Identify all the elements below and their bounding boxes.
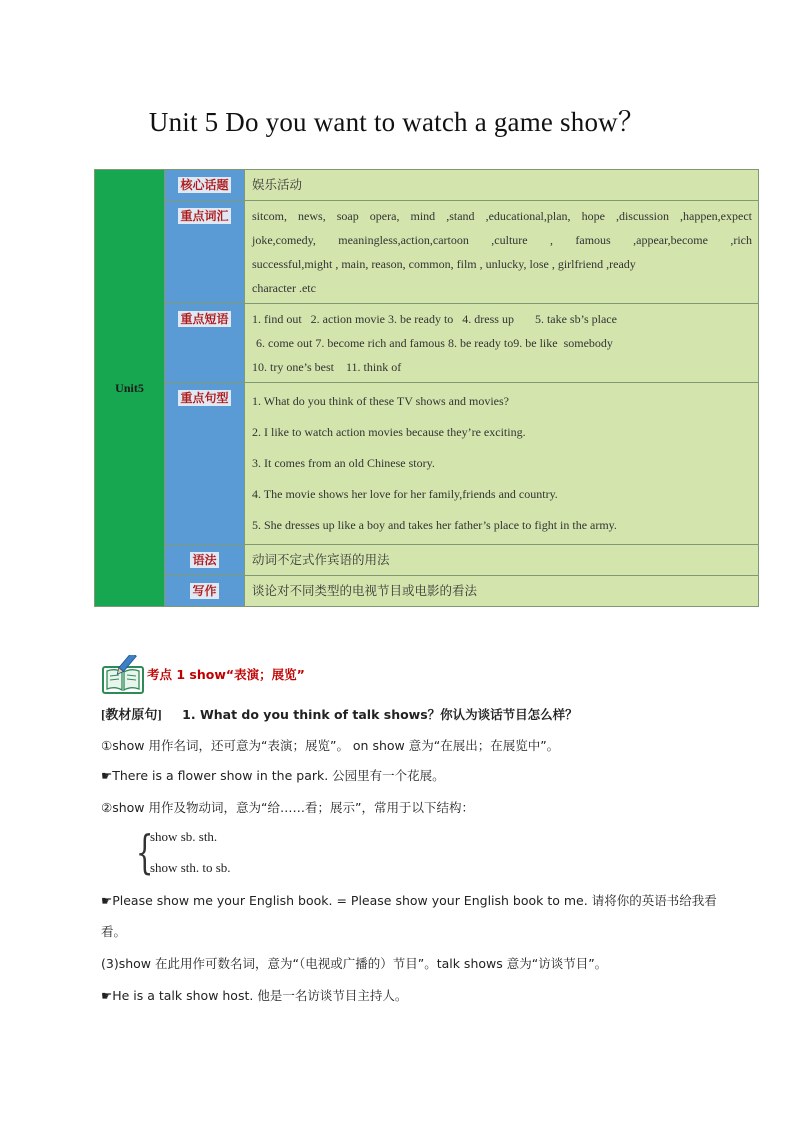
book-pencil-icon (101, 655, 145, 695)
writing-value: 谈论对不同类型的电视节目或电影的看法 (245, 576, 759, 607)
source-text: 1. What do you think of talk shows？你认为谈话节目怎么样？ (182, 707, 578, 722)
phrase-line: 10. try one’s best 11. think of (252, 360, 402, 374)
sentence-line: 5. She dresses up like a boy and takes her father’s place to fight in the army. (252, 518, 617, 532)
source-sentence (101, 704, 578, 723)
phrase-line: 6. come out 7. become rich and famous 8. be ready to9. be like somebody (256, 336, 613, 350)
vocab-line: joke,comedy, meaningless,action,cartoon ,culture , famous ,appear,become ,rich (252, 233, 752, 247)
structure-line: show sth. to sb. (150, 860, 231, 875)
explanation-line: ①show 用作名词，还可意为“表演；展览”。 on show 意为“在展出；在展览中”。 (101, 738, 560, 753)
key-point-title: 考点 1 show“表演；展览” (147, 667, 305, 682)
brace-icon: { (135, 825, 154, 879)
unit-label: Unit5 (95, 170, 165, 607)
vocab-line: character .etc (252, 281, 316, 295)
phrase-line: 1. find out 2. action movie 3. be ready to 4. dress up 5. take sb’s place (252, 312, 617, 326)
vocab-line: sitcom, news, soap opera, mind ,stand ,educational,plan, hope ,discussion ,happen,expect (252, 209, 752, 223)
topic-value: 娱乐活动 (245, 170, 759, 201)
sentence-line: 1. What do you think of these TV shows and movies? (252, 394, 509, 408)
row-label-topic: 核心话题 (165, 170, 245, 201)
unit-summary-table (94, 169, 759, 607)
page-title: Unit 5 Do you want to watch a game show？ (148, 107, 646, 137)
source-label: [教材原句] (101, 707, 162, 722)
grammar-value: 动词不定式作宾语的用法 (245, 545, 759, 576)
sentences-value (245, 383, 759, 545)
row-label-vocab: 重点词汇 (165, 201, 245, 304)
sentence-line: 3. It comes from an old Chinese story. (252, 456, 435, 470)
row-label-sentences: 重点句型 (165, 383, 245, 545)
vocab-line: successful,might , main, reason, common, film , unlucky, lose , girlfriend ,ready (252, 257, 636, 271)
row-label-phrases: 重点短语 (165, 304, 245, 383)
example-line-continued: 看。 (101, 924, 127, 939)
example-line: ☛There is a flower show in the park. 公园里有一个花展。 (101, 768, 445, 783)
sentence-line: 4. The movie shows her love for her family,friends and country. (252, 487, 558, 501)
structure-line: show sb. sth. (150, 829, 218, 844)
example-line: ☛Please show me your English book. = Please show your English book to me. 请将你的英语书给我看 (101, 893, 717, 908)
vocab-value (245, 201, 759, 304)
row-label-grammar: 语法 (165, 545, 245, 576)
explanation-line: ②show 用作及物动词，意为“给……看；展示”，常用于以下结构： (101, 800, 474, 815)
phrases-value (245, 304, 759, 383)
explanation-line: (3)show 在此用作可数名词，意为“（电视或广播的）节目”。talk shows 意为“访谈节目”。 (101, 956, 608, 971)
example-line: ☛He is a talk show host. 他是一名访谈节目主持人。 (101, 988, 408, 1003)
row-label-writing: 写作 (165, 576, 245, 607)
sentence-line: 2. I like to watch action movies because they’re exciting. (252, 425, 526, 439)
